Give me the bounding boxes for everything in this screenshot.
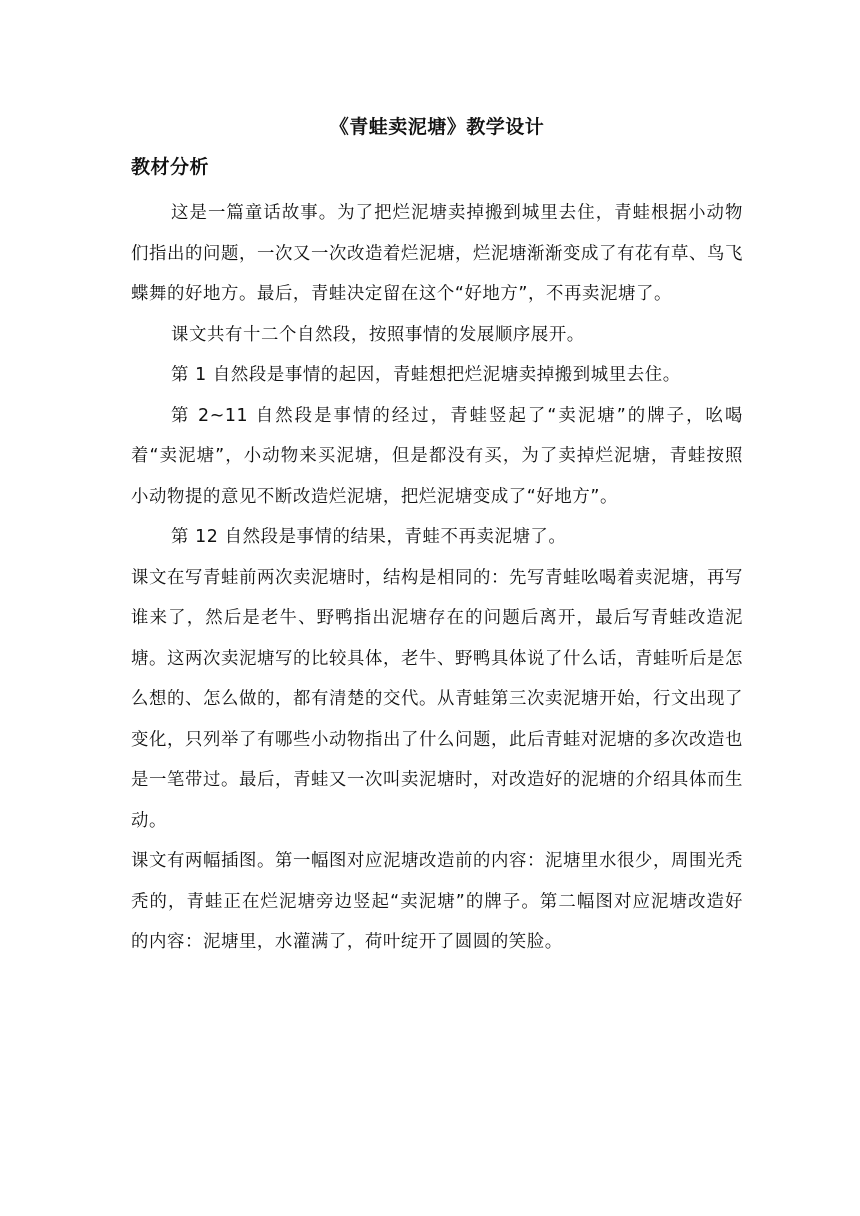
- section-heading: 教材分析: [131, 156, 210, 178]
- paragraph-part-2-11: 第 2~11 自然段是事情的经过，青蛙竖起了“卖泥塘”的牌子，吆喝着“卖泥塘”，小动物来买泥塘，但是都没有买，为了卖掉烂泥塘，青蛙按照小动物提的意见不断改造烂泥塘，把烂泥塘变成了“好地方”。: [131, 405, 743, 507]
- paragraph-part-1: 第 1 自然段是事情的起因，青蛙想把烂泥塘卖掉搬到城里去住。: [171, 365, 681, 385]
- document-title: 《青蛙卖泥塘》教学设计: [329, 116, 545, 138]
- paragraph-part-12: 第 12 自然段是事情的结果，青蛙不再卖泥塘了。: [171, 527, 567, 547]
- document-page: [131, 112, 743, 963]
- paragraph-intro: 这是一篇童话故事。为了把烂泥塘卖掉搬到城里去住，青蛙根据小动物们指出的问题，一次又一次改造着烂泥塘，烂泥塘渐渐变成了有花有草、鸟飞蝶舞的好地方。最后，青蛙决定留在这个“好地方”，不再卖泥塘了。: [131, 203, 743, 304]
- paragraph-structure: 课文共有十二个自然段，按照事情的发展顺序展开。: [171, 324, 585, 345]
- paragraph-illustrations: 课文有两幅插图。第一幅图对应泥塘改造前的内容：泥塘里水很少，周围光秃秃的，青蛙正在烂泥塘旁边竖起“卖泥塘”的牌子。第二幅图对应泥塘改造好的内容：泥塘里，水灌满了，荷叶绽开了圆圆的笑脸。: [131, 851, 743, 952]
- paragraph-writing-structure: 课文在写青蛙前两次卖泥塘时，结构是相同的：先写青蛙吆喝着卖泥塘，再写谁来了，然后是老牛、野鸭指出泥塘存在的问题后离开，最后写青蛙改造泥塘。这两次卖泥塘写的比较具体，老牛、野鸭具体说了什么话，青蛙听后是怎么想的、怎么做的，都有清楚的交代。从青蛙第三次卖泥塘开始，行文出现了变化，只列举了有哪些小动物指出了什么问题，此后青蛙对泥塘的多次改造也是一笔带过。最后，青蛙又一次叫卖泥塘时，对改造好的泥塘的介绍具体而生动。: [131, 567, 743, 831]
